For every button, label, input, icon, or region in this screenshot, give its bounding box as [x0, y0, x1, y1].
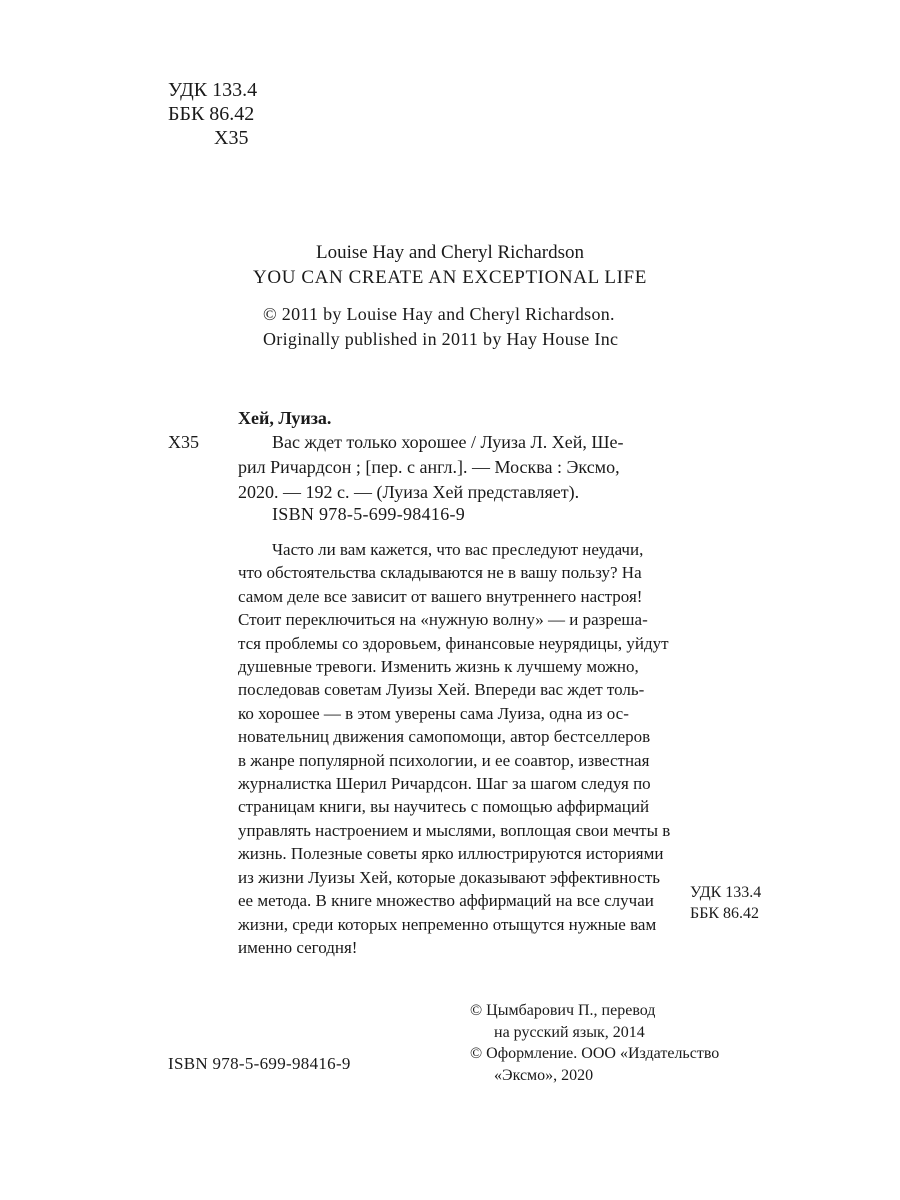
original-copyright — [263, 302, 618, 352]
abstract-line: управлять настроением и мыслями, воплощая свои мечты в — [238, 820, 671, 840]
abstract-line: журналистка Шерил Ричардсон. Шаг за шагом следуя по — [238, 774, 651, 794]
abstract-line: именно сегодня! — [238, 937, 358, 957]
abstract-line: последовав советам Луизы Хей. Впереди вас ждет толь- — [238, 680, 645, 700]
design-copyright-1: © Оформление. ООО «Издательство — [470, 1045, 720, 1062]
bib-line: 2020. — 192 с. — (Луиза Хей представляет). — [238, 482, 580, 502]
abstract-line: душевные тревоги. Изменить жизнь к лучшему можно, — [238, 657, 639, 677]
bib-line: рил Ричардсон ; [пер. с англ.]. — Москва : Эксмо, — [238, 457, 620, 477]
original-edition-block — [0, 240, 900, 290]
abstract-line: новательниц движения самопомощи, автор бестселлеров — [238, 727, 651, 747]
classification-header — [168, 78, 257, 150]
abstract-line: ее метода. В книге множество аффирмаций на все случаи — [238, 891, 654, 911]
abstract-line: страницам книги, вы научитесь с помощью аффирмаций — [238, 797, 650, 817]
copyright-line-1: © 2011 by Louise Hay and Cheryl Richardson. — [263, 304, 615, 324]
abstract-line: из жизни Луизы Хей, которые доказывают эффективность — [238, 867, 661, 887]
abstract-line: Часто ли вам кажется, что вас преследуют неудачи, — [272, 540, 644, 559]
abstract-line: что обстоятельства складываются не в вашу пользу? На — [238, 563, 642, 583]
footer-isbn: ISBN 978-5-699-98416-9 — [168, 1054, 351, 1073]
bibliographic-author: Хей, Луиза. — [238, 408, 332, 428]
translation-copyright-1: © Цымбарович П., перевод — [470, 1002, 656, 1019]
design-copyright-2: «Эксмо», 2020 — [494, 1066, 594, 1084]
author-mark: Х35 — [214, 127, 249, 149]
bbk-code-bottom: ББК 86.42 — [690, 905, 760, 922]
abstract-line: самом деле все зависит от вашего внутреннего настроя! — [238, 586, 643, 606]
abstract-line: жизнь. Полезные советы ярко иллюстрируются историями — [238, 844, 664, 864]
translation-copyright-2: на русский язык, 2014 — [494, 1023, 645, 1041]
bibliographic-author-mark: Х35 — [168, 432, 199, 452]
bibliographic-description — [238, 430, 775, 505]
bib-line: Вас ждет только хорошее / Луиза Л. Хей, Ше- — [272, 432, 624, 452]
original-authors: Louise Hay and Cheryl Richardson — [315, 242, 585, 263]
abstract-line: ко хорошее — в этом уверены сама Луиза, одна из ос- — [238, 703, 629, 723]
abstract-line: в жанре популярной психологии, и ее соавтор, известная — [238, 750, 650, 770]
abstract-line: Стоит переключиться на «нужную волну» — и разреша- — [238, 610, 648, 630]
udk-code-bottom: УДК 133.4 — [690, 884, 762, 901]
copyright-line-2: Originally published in 2011 by Hay House Inc — [263, 329, 619, 349]
udk-code: УДК 133.4 — [168, 79, 258, 101]
abstract-line: тся проблемы со здоровьем, финансовые неурядицы, уйдут — [238, 633, 669, 653]
abstract-line: жизни, среди которых непременно отыщутся нужные вам — [238, 914, 657, 934]
bibliographic-isbn: ISBN 978-5-699-98416-9 — [272, 504, 466, 524]
rights-notice — [470, 1000, 719, 1086]
bbk-code: ББК 86.42 — [168, 103, 255, 125]
classification-footer — [690, 882, 761, 924]
original-title: YOU CAN CREATE AN EXCEPTIONAL LIFE — [253, 267, 647, 288]
